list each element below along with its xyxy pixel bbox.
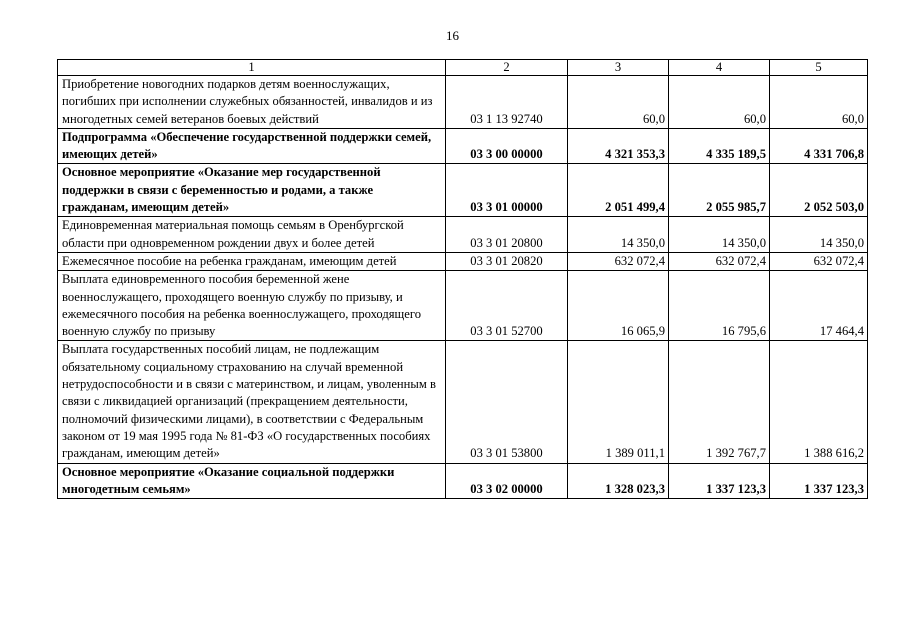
row-name: Основное мероприятие «Оказание социальной поддержки многодетным семьям» <box>58 463 446 499</box>
row-value-col3: 14 350,0 <box>568 217 669 253</box>
table-row <box>58 341 868 463</box>
table-row <box>58 271 868 341</box>
row-value-col3: 4 321 353,3 <box>568 128 669 164</box>
row-value-col4: 632 072,4 <box>669 252 770 270</box>
row-value-col5: 4 331 706,8 <box>770 128 868 164</box>
header-col-5: 5 <box>770 60 868 76</box>
row-name: Единовременная материальная помощь семьям в Оренбургской области при одновременном рождении двух и более детей <box>58 217 446 253</box>
row-code: 03 1 13 92740 <box>446 76 568 129</box>
row-value-col5: 14 350,0 <box>770 217 868 253</box>
row-code: 03 3 01 53800 <box>446 341 568 463</box>
row-value-col4: 1 392 767,7 <box>669 341 770 463</box>
table-row <box>58 164 868 217</box>
row-code: 03 3 02 00000 <box>446 463 568 499</box>
header-col-3: 3 <box>568 60 669 76</box>
row-value-col3: 2 051 499,4 <box>568 164 669 217</box>
row-value-col4: 4 335 189,5 <box>669 128 770 164</box>
header-row <box>58 60 868 76</box>
row-value-col4: 16 795,6 <box>669 271 770 341</box>
row-value-col3: 16 065,9 <box>568 271 669 341</box>
table-row <box>58 76 868 129</box>
header-col-1: 1 <box>58 60 446 76</box>
header-col-4: 4 <box>669 60 770 76</box>
row-name: Выплата государственных пособий лицам, не подлежащим обязательному социальному страхованию на случай временной нетрудоспособности и в связи с материнством, и лицам, уволенным в связи с ликвидацией организаций (прекращением деятельности, полномочий физическими лицами), в соответствии с Федеральным законом от 19 мая 1995 года № 81-ФЗ «О государственных пособиях гражданам, имеющим детей» <box>58 341 446 463</box>
row-value-col5: 60,0 <box>770 76 868 129</box>
table-row <box>58 128 868 164</box>
row-name: Подпрограмма «Обеспечение государственной поддержки семей, имеющих детей» <box>58 128 446 164</box>
row-value-col4: 60,0 <box>669 76 770 129</box>
row-value-col5: 2 052 503,0 <box>770 164 868 217</box>
table-body <box>58 76 868 499</box>
header-col-2: 2 <box>446 60 568 76</box>
row-value-col3: 60,0 <box>568 76 669 129</box>
row-name: Выплата единовременного пособия беременной жене военнослужащего, проходящего военную службу по призыву, и ежемесячного пособия на ребенка военнослужащего, проходящего военную службу по призыву <box>58 271 446 341</box>
row-name: Основное мероприятие «Оказание мер государственной поддержки в связи с беременностью и родами, а также гражданам, имеющим детей» <box>58 164 446 217</box>
row-name: Ежемесячное пособие на ребенка гражданам, имеющим детей <box>58 252 446 270</box>
table-row <box>58 252 868 270</box>
budget-table <box>57 59 868 499</box>
row-name: Приобретение новогодних подарков детям военнослужащих, погибших при исполнении служебных обязанностей, инвалидов и из многодетных семей ветеранов боевых действий <box>58 76 446 129</box>
row-value-col5: 632 072,4 <box>770 252 868 270</box>
row-value-col4: 1 337 123,3 <box>669 463 770 499</box>
row-value-col3: 1 389 011,1 <box>568 341 669 463</box>
table-header <box>58 60 868 76</box>
row-code: 03 3 01 20800 <box>446 217 568 253</box>
row-value-col5: 1 337 123,3 <box>770 463 868 499</box>
page-number: 16 <box>446 28 459 43</box>
row-value-col4: 2 055 985,7 <box>669 164 770 217</box>
row-code: 03 3 00 00000 <box>446 128 568 164</box>
row-value-col3: 632 072,4 <box>568 252 669 270</box>
row-value-col5: 1 388 616,2 <box>770 341 868 463</box>
row-code: 03 3 01 20820 <box>446 252 568 270</box>
row-code: 03 3 01 00000 <box>446 164 568 217</box>
row-value-col4: 14 350,0 <box>669 217 770 253</box>
row-value-col3: 1 328 023,3 <box>568 463 669 499</box>
table-row <box>58 463 868 499</box>
table-row <box>58 217 868 253</box>
row-value-col5: 17 464,4 <box>770 271 868 341</box>
row-code: 03 3 01 52700 <box>446 271 568 341</box>
